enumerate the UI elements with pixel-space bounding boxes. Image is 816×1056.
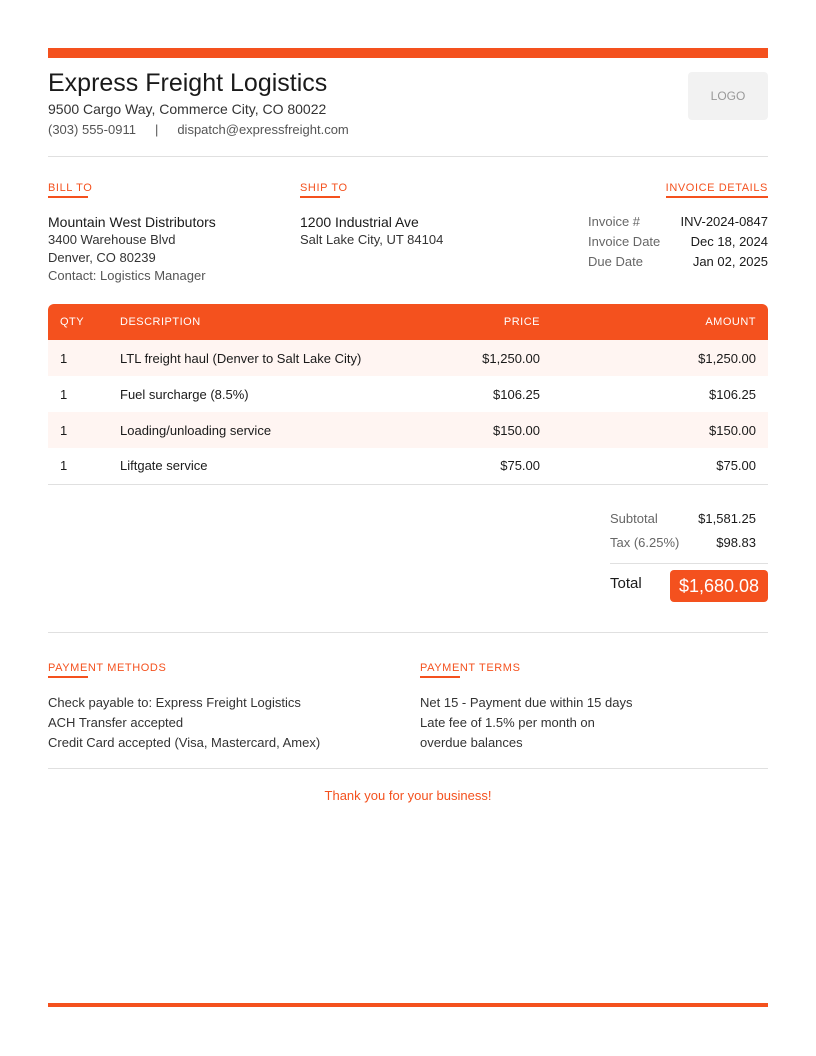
table-row [48,340,768,376]
row-qty: 1 [60,350,68,366]
due-date-label: Due Date [588,254,643,269]
invoice-details-section [588,178,768,273]
tax-label: Tax (6.25%) [610,535,680,550]
company-phone: (303) 555-0911 [48,122,136,137]
logo-placeholder: LOGO [688,72,768,120]
totals-block [610,510,768,558]
ship-to-section [300,178,530,249]
total-amount-badge: $1,680.08 [670,570,768,602]
total-divider [610,563,768,564]
payment-terms-line: overdue balances [420,735,523,750]
row-description: Loading/unloading service [120,422,272,438]
header-amount: AMOUNT [705,316,756,328]
payment-method-line: Credit Card accepted (Visa, Mastercard, Amex) [48,735,321,750]
payment-terms-line: Net 15 - Payment due within 15 days [420,695,633,710]
thank-you-message: Thank you for your business! [324,788,492,803]
invoice-number-label: Invoice # [588,214,641,229]
header-description: DESCRIPTION [120,316,201,328]
invoice-date-label: Invoice Date [588,234,661,249]
company-email: dispatch@expressfreight.com [177,122,349,137]
table-row [48,376,768,412]
payment-methods-label: PAYMENT METHODS [48,662,167,674]
bill-to-street: 3400 Warehouse Blvd [48,232,176,247]
payment-terms-line: Late fee of 1.5% per month on [420,715,595,730]
subtotal-value: $1,581.25 [698,511,756,526]
header-divider [48,156,768,157]
bill-to-label: BILL TO [48,182,93,194]
invoice-number-value: INV-2024-0847 [680,214,768,229]
row-price: $75.00 [420,448,540,484]
row-price: $106.25 [493,386,540,402]
payment-terms-label: PAYMENT TERMS [420,662,521,674]
invoice-date-value: Dec 18, 2024 [690,234,768,249]
table-header-row [48,304,768,340]
payment-method-line: Check payable to: Express Freight Logistics [48,695,301,710]
invoice-date-row [588,233,768,253]
top-accent-bar [48,48,768,58]
row-amount: $1,250.00 [698,350,756,366]
table-row [48,412,768,448]
row-description: LTL freight haul (Denver to Salt Lake City) [120,350,362,366]
header-qty: QTY [60,316,85,328]
total-label: Total [610,575,642,592]
payment-terms-section [420,658,750,753]
subtotal-row [610,510,768,534]
row-amount: $150.00 [709,422,756,438]
contact-separator: | [154,122,159,137]
bill-to-name: Mountain West Distributors [48,214,216,230]
payment-method-line: ACH Transfer accepted [48,715,184,730]
bill-to-contact: Contact: Logistics Manager [48,268,206,283]
row-amount: $106.25 [709,386,756,402]
company-name: Express Freight Logistics [48,69,328,97]
header-price: PRICE [503,316,540,328]
payment-methods-section [48,658,398,753]
bottom-accent-bar [48,1003,768,1007]
row-qty: 1 [60,386,68,402]
subtotal-label: Subtotal [610,511,658,526]
payment-divider [48,632,768,633]
row-description: Fuel surcharge (8.5%) [120,386,249,402]
due-date-row [588,253,768,273]
tax-row [610,534,768,558]
row-amount: $75.00 [540,448,768,484]
footer-divider [48,768,768,769]
row-description: Liftgate service [120,448,420,484]
bill-to-section [48,178,278,285]
ship-to-label: SHIP TO [300,182,348,194]
row-price: $150.00 [493,422,540,438]
ship-to-city: Salt Lake City, UT 84104 [300,232,444,247]
table-row [48,448,768,484]
row-qty: 1 [60,422,68,438]
ship-to-street: 1200 Industrial Ave [300,214,419,230]
company-address: 9500 Cargo Way, Commerce City, CO 80022 [48,101,327,117]
line-items-table [48,304,768,485]
bill-to-city: Denver, CO 80239 [48,250,156,265]
row-qty: 1 [48,448,120,484]
invoice-details-label: INVOICE DETAILS [665,182,768,194]
due-date-value: Jan 02, 2025 [692,254,768,269]
tax-value: $98.83 [716,535,756,550]
company-contact [48,122,349,137]
invoice-number-row [588,213,768,233]
row-price: $1,250.00 [482,350,540,366]
